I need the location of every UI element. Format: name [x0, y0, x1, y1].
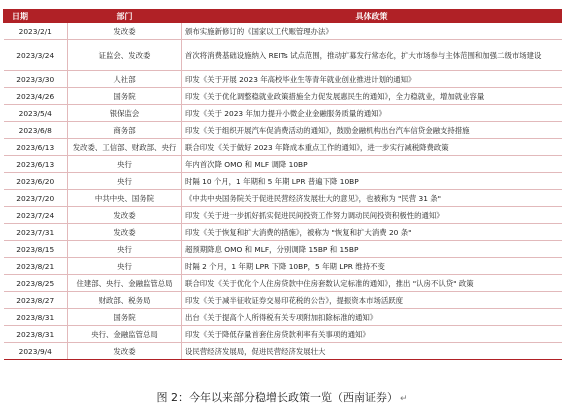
- cell-department: 商务部: [68, 122, 182, 139]
- cell-date: 2023/6/8: [4, 122, 68, 139]
- header-date: 日期: [4, 10, 68, 23]
- cell-policy: 超预期降息 OMO 和 MLF，分别调降 15BP 和 15BP: [182, 241, 562, 258]
- table-row: [4, 23, 562, 40]
- cell-policy: 《中共中央国务院关于促进民营经济发展壮大的意见》，也被称为 "民营 31 条": [182, 190, 562, 207]
- cell-policy: 印发《关于降低存量首套住房贷款利率有关事项的通知》: [182, 326, 562, 343]
- cell-policy: 出台《关于提高个人所得税有关专项附加扣除标准的通知》: [182, 309, 562, 326]
- table-row: [4, 105, 562, 122]
- table-row: [4, 71, 562, 88]
- table-row: [4, 326, 562, 343]
- cell-date: 2023/6/13: [4, 139, 68, 156]
- cell-policy: 颁布实施新修订的《国家以工代赈管理办法》: [182, 23, 562, 40]
- cell-department: 证监会、发改委: [68, 40, 182, 71]
- table-row: [4, 173, 562, 190]
- cell-date: 2023/8/21: [4, 258, 68, 275]
- cell-department: 发改委、工信部、财政部、央行: [68, 139, 182, 156]
- cell-date: 2023/5/4: [4, 105, 68, 122]
- cell-date: 2023/6/20: [4, 173, 68, 190]
- cell-department: 央行: [68, 258, 182, 275]
- cell-policy: 印发《关于减半征收证券交易印花税的公告》，提振资本市场活跃度: [182, 292, 562, 309]
- cell-policy: 设民营经济发展局，促进民营经济发展壮大: [182, 343, 562, 360]
- header-department: 部门: [68, 10, 182, 23]
- cell-date: 2023/7/20: [4, 190, 68, 207]
- table-row: [4, 292, 562, 309]
- cell-department: 财政部、税务局: [68, 292, 182, 309]
- cell-department: 央行: [68, 173, 182, 190]
- cell-policy: 印发《关于开展 2023 年高校毕业生等青年就业创业推进计划的通知》: [182, 71, 562, 88]
- paragraph-mark: ↵: [399, 394, 408, 404]
- cell-policy: 印发《关于组织开展汽车促消费活动的通知》，鼓励金融机构出台汽车信贷金融支持措施: [182, 122, 562, 139]
- table-row: [4, 275, 562, 292]
- caption-text: 图 2：今年以来部分稳增长政策一览（西南证券）: [156, 391, 398, 404]
- cell-department: 国务院: [68, 88, 182, 105]
- cell-policy: 时隔 2 个月，1 年期 LPR 下降 10BP，5 年期 LPR 维持不变: [182, 258, 562, 275]
- cell-policy: 首次将消费基础设施纳入 REITs 试点范围，推动扩募发行常态化，扩大市场参与主体范围和加强二级市场建设: [182, 40, 562, 71]
- table-row: [4, 139, 562, 156]
- cell-date: 2023/3/24: [4, 40, 68, 71]
- cell-policy: 年内首次降 OMO 和 MLF 调降 10BP: [182, 156, 562, 173]
- cell-department: 发改委: [68, 207, 182, 224]
- cell-policy: 印发《关于进一步抓好抓实促进民间投资工作努力调动民间投资积极性的通知》: [182, 207, 562, 224]
- table-row: [4, 190, 562, 207]
- cell-date: 2023/4/26: [4, 88, 68, 105]
- cell-department: 国务院: [68, 309, 182, 326]
- cell-policy: 印发《关于优化调整稳就业政策措施全力促发展惠民生的通知》，全力稳就业，增加就业容量: [182, 88, 562, 105]
- cell-date: 2023/8/27: [4, 292, 68, 309]
- table-row: [4, 309, 562, 326]
- cell-department: 发改委: [68, 23, 182, 40]
- cell-date: 2023/8/25: [4, 275, 68, 292]
- table-header-row: [4, 10, 562, 23]
- cell-date: 2023/3/30: [4, 71, 68, 88]
- table-row: [4, 88, 562, 105]
- cell-date: 2023/9/4: [4, 343, 68, 360]
- cell-date: 2023/6/13: [4, 156, 68, 173]
- cell-department: 人社部: [68, 71, 182, 88]
- cell-date: 2023/2/1: [4, 23, 68, 40]
- table-row: [4, 258, 562, 275]
- cell-department: 中共中央、国务院: [68, 190, 182, 207]
- header-policy: 具体政策: [182, 10, 562, 23]
- cell-date: 2023/7/24: [4, 207, 68, 224]
- table-row: [4, 122, 562, 139]
- policy-table: [3, 9, 562, 360]
- cell-department: 住建部、央行、金融监管总局: [68, 275, 182, 292]
- cell-department: 银保监会: [68, 105, 182, 122]
- cell-department: 发改委: [68, 224, 182, 241]
- cell-department: 发改委: [68, 343, 182, 360]
- figure-caption: [0, 389, 564, 405]
- cell-date: 2023/8/31: [4, 326, 68, 343]
- table-row: [4, 241, 562, 258]
- cell-date: 2023/7/31: [4, 224, 68, 241]
- cell-department: 央行: [68, 156, 182, 173]
- cell-policy: 印发《关于 2023 年加力提升小微企业金融服务质量的通知》: [182, 105, 562, 122]
- cell-department: 央行、金融监管总局: [68, 326, 182, 343]
- table-row: [4, 224, 562, 241]
- cell-policy: 联合印发《关于做好 2023 年降成本重点工作的通知》，进一步实行减税降费政策: [182, 139, 562, 156]
- cell-policy: 联合印发《关于优化个人住房贷款中住房套数认定标准的通知》，推出 "认房不认贷" 政策: [182, 275, 562, 292]
- table-row: [4, 207, 562, 224]
- cell-date: 2023/8/15: [4, 241, 68, 258]
- cell-policy: 时隔 10 个月，1 年期和 5 年期 LPR 普遍下降 10BP: [182, 173, 562, 190]
- table-row: [4, 156, 562, 173]
- cell-date: 2023/8/31: [4, 309, 68, 326]
- cell-department: 央行: [68, 241, 182, 258]
- table-row: [4, 40, 562, 71]
- cell-policy: 印发《关于恢复和扩大消费的措施》，被称为 "恢复和扩大消费 20 条": [182, 224, 562, 241]
- table-row: [4, 343, 562, 360]
